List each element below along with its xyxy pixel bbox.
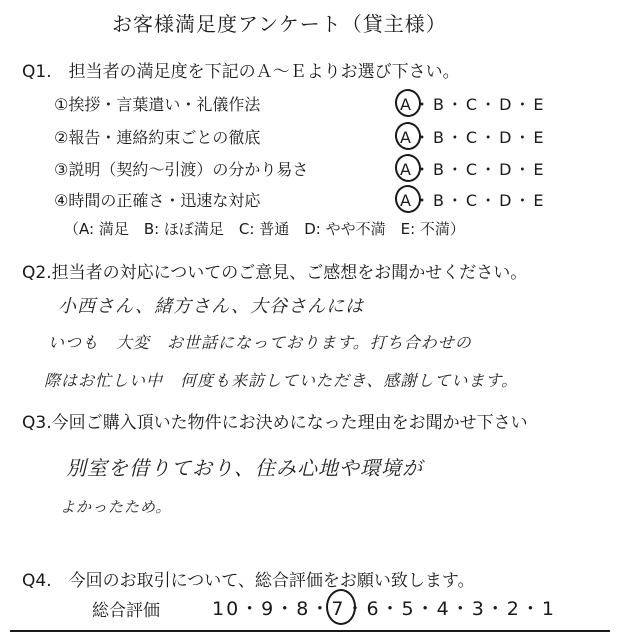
question-1: Q1. 担当者の満足度を下記のＡ～Ｅよりお選び下さい。 [22,62,460,82]
q1-item-label: ②報告・連絡約束ごとの徹底 [54,128,261,147]
handwritten-answer-line: いつも 大変 お世話になっております。打ち合わせの [48,333,472,352]
question-3: Q3.今回ご購入頂いた物件にお決めになった理由をお聞かせ下さい [22,413,528,433]
q1-item-choices[interactable]: A・B・C・D・E [400,191,547,210]
q1-item-label: ①挨拶・言葉遣い・礼儀作法 [54,95,261,114]
overall-rating-label: 総合評価 [92,601,160,621]
handwritten-answer-line: 別室を借りており、住み心地や環境が [66,456,423,480]
survey-title: お客様満足度アンケート（貸主様） [112,12,447,36]
question-4: Q4. 今回のお取引について、総合評価をお願い致します。 [22,571,475,591]
handwritten-answer-line: 小西さん、緒方さん、大谷さんには [58,296,365,317]
q1-item-label: ③説明（契約～引渡）の分かり易さ [54,160,309,179]
question-2: Q2.担当者の対応についてのご意見、ご感想をお聞かせください。 [22,263,528,283]
q1-item-choices[interactable]: A・B・C・D・E [400,128,547,147]
q1-item-choices[interactable]: A・B・C・D・E [400,95,547,114]
rating-legend: （A: 満足 B: ほぼ満足 C: 普通 D: やや不満 E: 不満） [64,220,465,238]
q1-item-choices[interactable]: A・B・C・D・E [400,160,547,179]
handwritten-answer-line: 際はお忙しい中 何度も来訪していただき、感謝しています。 [44,371,519,390]
q1-item-label: ④時間の正確さ・迅速な対応 [54,191,261,210]
bottom-border [10,630,610,632]
handwritten-answer-line: よかったため。 [60,498,172,516]
overall-rating-scale[interactable]: 10・9・8・7・6・5・4・3・2・1 [212,598,556,620]
selected-score-circle [326,589,356,625]
